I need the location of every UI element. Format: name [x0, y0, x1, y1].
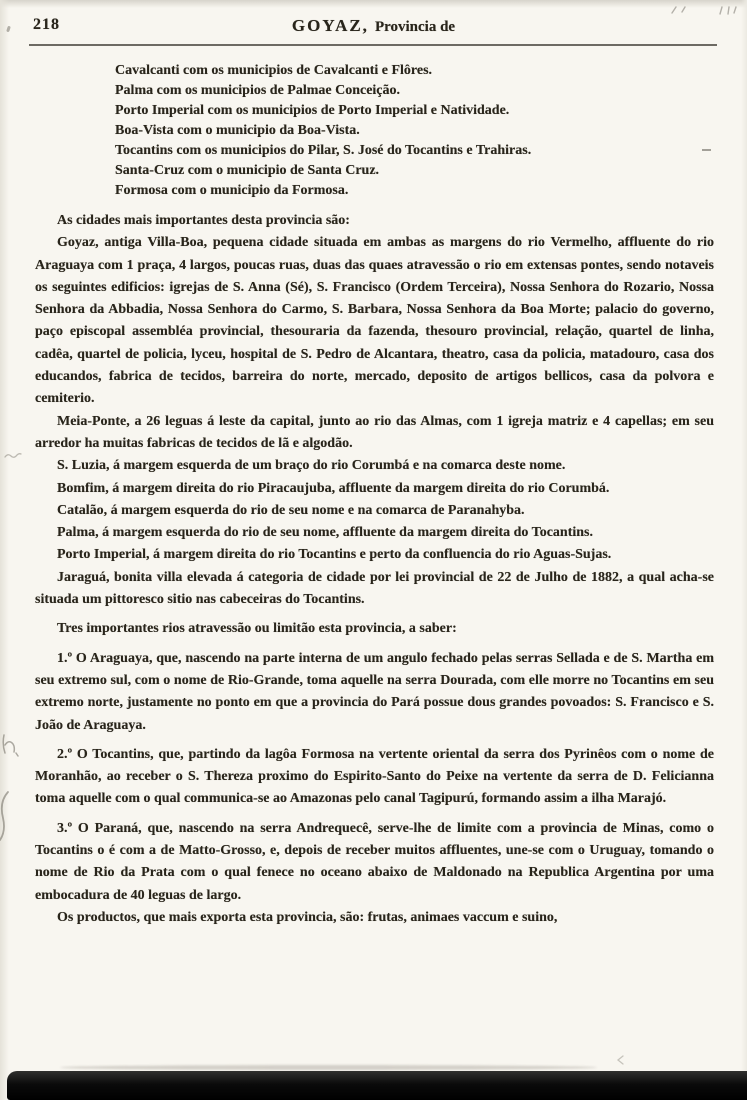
municipality-line: Boa-Vista com o municipio da Boa-Vista. [115, 123, 360, 138]
municipality-line: Cavalcanti com os municipios de Cavalcanti e Flôres. [115, 63, 433, 78]
scan-artifact-tilde [4, 448, 22, 466]
running-title-rest: Provincia de [374, 19, 456, 35]
page-body [35, 61, 714, 929]
page-number: 218 [33, 16, 60, 33]
paragraph-goyaz-city: Goyaz, antiga Villa-Boa, pequena cidade situada em ambas as margens do rio Vermelho, affluente do rio Araguaya com 1 praça, 4 largos, poucas ruas, duas das quaes atravessão o rio em extensas pontes, sendo notaveis os seguintes edificios: igrejas de S. Anna (Sé), S. Francisco (Ordem Terceira), Nossa Senhora do Rozario, Nossa Senhora da Abbadia, Nossa Senhora do Carmo, S. Barbara, Nossa Senhora da Boa Morte; palacio do governo, paço episcopal assembléa provincial, thesouraria da fazenda, thesouro provincial, relação, quartel de linha, cadêa, quartel de policia, lyceu, hospital de S. Pedro de Alcantara, theatro, casa da policia, matadouro, casa dos educandos, fabrica de tecidos, barreira do norte, mercado, deposito de artigos bellicos, casa da polvora e cemiterio. [35, 235, 714, 407]
paragraph-river-araguaya: 1.º O Araguaya, que, nascendo na parte interna de um angulo fechado pelas serras Sellada e de S. Martha em seu extremo sul, com o nome de Rio-Grande, toma aquelle na serra Dourada, com elle morre no Tocantins em seu extremo norte, justamente no ponto em que a provincia do Pará possue dous grandes povoados: S. Francisco e S. João de Araguaya. [35, 650, 714, 733]
paragraph-river-tocantins: 2.º O Tocantins, que, partindo da lagôa Formosa na vertente oriental da serra dos Pyrinêos com o nome de Moranhão, ao receber o S. Thereza proximo do Espirito-Santo do Peixe na vertente da serra de D. Felicianna toma aquelle com o qual communica-se ao Amazonas pelo canal Tagipurú, formando assim a ilha Marajó. [35, 746, 714, 807]
scan-artifact-chevron [614, 1053, 626, 1071]
running-title [0, 16, 747, 36]
paragraph-products: Os productos, que mais exporta esta provincia, são: frutas, animaes vaccum e suino, [57, 909, 558, 925]
scan-gutter-bar [7, 1071, 747, 1100]
paragraph-meia-ponte: Meia-Ponte, a 26 leguas á leste da capital, junto ao rio das Almas, com 1 igreja matriz e 4 capellas; em seu arredor ha muitas fabricas de tecidos de lã e algodão. [35, 413, 714, 451]
scan-artifact-margin-bracket [0, 790, 12, 847]
paragraph-jaragua: Jaraguá, bonita villa elevada á categoria de cidade por lei provincial de 22 de Julho de 1882, a qual acha-se situada um pittoresco sitio nas cabeceiras do Tocantins. [35, 569, 714, 608]
paragraph-river-parana: 3.º O Paraná, que, nascendo na serra Andrequecê, serve-lhe de limite com a provincia de Minas, como o Tocantins o é com a de Matto-Grosso, e, depois de receber muitos affluentes, une-se com o Uruguay, tomando o nome de Rio da Prata com o qual fenece no oceano abaixo de Maldonado na Republica Argentina por uma embocadura de 40 leguas de largo. [35, 820, 714, 903]
paragraph-intro-rivers: Tres importantes rios atravessão ou limitão esta provincia, a saber: [57, 621, 457, 637]
paragraph-bomfim: Bomfim, á margem direita do rio Piracaujuba, affluente da margem direita do rio Corumbá. [57, 480, 610, 496]
paragraph-catalao: Catalão, á margem esquerda do rio de seu nome e na comarca de Paranahyba. [57, 502, 525, 518]
municipality-line: Porto Imperial com os municipios de Porto Imperial e Natividade. [115, 103, 510, 118]
municipality-line: Tocantins com os municipios do Pilar, S. José do Tocantins e Trahiras. [115, 143, 532, 158]
municipality-list [115, 61, 714, 201]
municipality-line: Santa-Cruz com o municipio de Santa Cruz. [115, 163, 380, 178]
scan-gutter-smudge [60, 1065, 597, 1070]
municipality-line: Palma com os municipios de Palmae Conceição. [115, 83, 401, 98]
scan-edge-right [741, 0, 747, 1100]
paragraph-s-luzia: S. Luzia, á margem esquerda de um braço do rio Corumbá e na comarca deste nome. [57, 458, 566, 474]
scan-artifact-margin-scribble [0, 733, 20, 762]
running-title-city: GOYAZ, [291, 16, 369, 35]
scan-edge-top [0, 0, 747, 8]
paragraph-palma: Palma, á margem esquerda do rio de seu nome, affluente da margem direita do Tocantins. [57, 525, 593, 541]
paragraph-intro-cities: As cidades mais importantes desta provincia são: [57, 213, 350, 228]
header-rule [29, 44, 717, 46]
scan-edge-left [0, 0, 9, 1100]
paragraph-porto-imperial: Porto Imperial, á margem direita do rio Tocantins e perto da confluencia do rio Aguas-Sujas. [57, 547, 612, 563]
municipality-line: Formosa com o municipio da Formosa. [115, 183, 349, 198]
